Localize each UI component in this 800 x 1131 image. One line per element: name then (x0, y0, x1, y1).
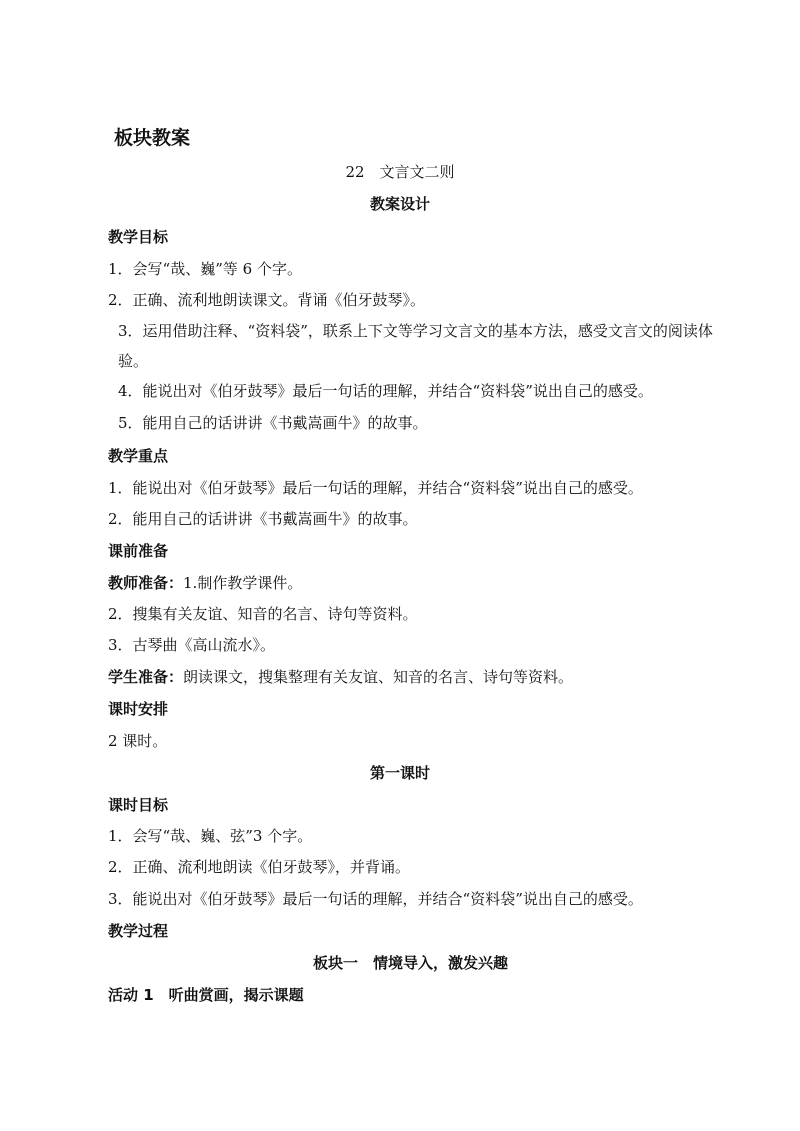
goal-item: 2．正确、流利地朗读课文。背诵《伯牙鼓琴》。 (108, 291, 426, 309)
lesson-goals-heading: 课时目标 (108, 796, 169, 814)
section-title: 板块教案 (114, 127, 191, 149)
goal-item: 5．能用自己的话讲讲《书戴嵩画牛》的故事。 (118, 414, 428, 432)
key-point-item: 2．能用自己的话讲讲《书戴嵩画牛》的故事。 (108, 510, 418, 528)
lesson-goal-item: 1．会写“哉、巍、弦”3 个字。 (108, 827, 313, 845)
key-point-item: 1．能说出对《伯牙鼓琴》最后一句话的理解，并结合“资料袋”说出自己的感受。 (108, 479, 643, 497)
student-preparation (108, 667, 573, 687)
schedule-text: 2 课时。 (108, 732, 168, 750)
teacher-preparation-item: 3．古琴曲《高山流水》。 (108, 636, 276, 654)
teacher-preparation-label: 教师准备： (108, 574, 184, 592)
lesson-goal-item: 2．正确、流利地朗读《伯牙鼓琴》，并背诵。 (108, 858, 411, 876)
goal-item: 1．会写“哉、巍”等 6 个字。 (108, 260, 302, 278)
student-preparation-text: 朗读课文，搜集整理有关友谊、知音的名言、诗句等资料。 (183, 668, 574, 686)
schedule-heading: 课时安排 (108, 700, 169, 718)
lesson-goal-item: 3．能说出对《伯牙鼓琴》最后一句话的理解，并结合“资料袋”说出自己的感受。 (108, 890, 643, 908)
process-heading: 教学过程 (108, 922, 169, 940)
student-preparation-label: 学生准备： (108, 668, 184, 686)
lesson-title: 22 文言文二则 (345, 163, 455, 181)
block-title: 板块一 情境导入，激发兴趣 (313, 954, 509, 972)
teacher-preparation-item: 2．搜集有关友谊、知音的名言、诗句等资料。 (108, 605, 418, 623)
goal-item: 4．能说出对《伯牙鼓琴》最后一句话的理解，并结合“资料袋”说出自己的感受。 (118, 382, 653, 400)
design-title: 教案设计 (369, 195, 430, 213)
goal-item: 3．运用借助注释、“资料袋”，联系上下文等学习文言文的基本方法，感受文言文的阅读体验。 (118, 322, 713, 370)
preparation-heading: 课前准备 (108, 542, 169, 560)
teacher-preparation-first: 1.制作教学课件。 (183, 574, 303, 592)
key-points-heading: 教学重点 (108, 447, 169, 465)
teacher-preparation (108, 573, 302, 593)
goals-heading: 教学目标 (108, 228, 169, 246)
first-lesson-title: 第一课时 (369, 764, 430, 782)
activity-title: 活动 1 听曲赏画，揭示课题 (108, 986, 304, 1004)
